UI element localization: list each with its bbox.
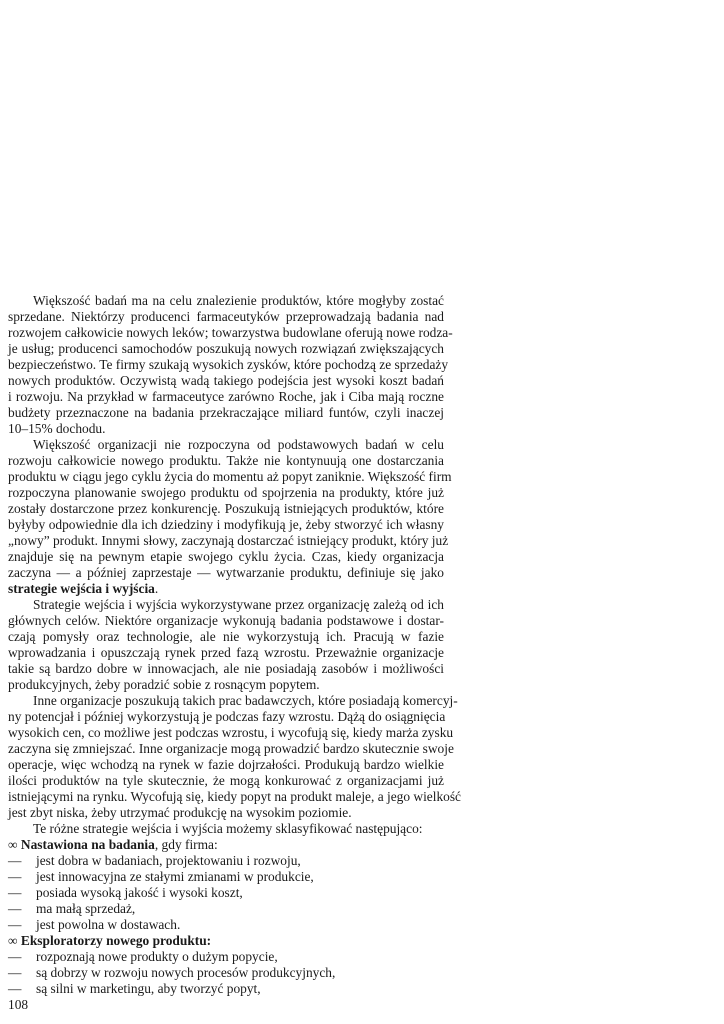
dash-marker: —	[8, 965, 22, 980]
text-line: sprzedane. Niektórzy producenci farmaceutyków przeprowadzają badania nad	[8, 309, 444, 324]
list-item-text: jest powolna w dostawach.	[36, 917, 181, 932]
text-line: zostały dostarczone przez konkurencję. Poszukują istniejących produktów, które	[8, 501, 444, 516]
dash-marker: —	[8, 853, 22, 868]
list-heading	[8, 837, 444, 853]
page-number: 108	[8, 997, 29, 1012]
text-line: operacje, więc wchodzą na rynek w fazie dojrzałości. Produkują bardzo wielkie	[8, 757, 444, 772]
list-item	[8, 965, 444, 981]
text-line: zaczyna się zmniejszać. Inne organizacje mogą prowadzić bardzo skutecznie swoje	[8, 741, 454, 756]
text-line: i rozwoju. Na przykład w farmaceutyce zarówno Roche, jak i Ciba mają roczne	[8, 389, 444, 404]
text-line: jest zbyt niska, żeby utrzymać produkcję na wysokim poziomie.	[8, 805, 352, 820]
text-line: znajduje się na pewnym etapie swojego cyklu życia. Czas, kiedy organizacja	[8, 549, 444, 564]
list-item	[8, 949, 444, 965]
text-line: czają pomysły oraz technologie, ale nie wykorzystują ich. Pracują w fazie	[8, 629, 444, 644]
text-line: głównych celów. Niektóre organizacje wykonują badania podstawowe i dostar-	[8, 613, 444, 628]
text-line: 10–15% dochodu.	[8, 421, 106, 436]
infinity-bullet-icon: ∞	[8, 933, 18, 948]
text-line: Większość badań ma na celu znalezienie produktów, które mogłyby zostać	[33, 293, 444, 308]
list-item-text: jest innowacyjna ze stałymi zmianami w produkcie,	[36, 869, 314, 884]
dash-marker: —	[8, 981, 22, 996]
list-heading-term: Eksploratorzy nowego produktu:	[20, 933, 212, 948]
text-line: produktu w ciągu jego cyklu życia do momentu aż popyt zaniknie. Większość firm	[8, 469, 452, 484]
text-line: nowych produktów. Oczywistą wadą takiego podejścia jest wysoki koszt badań	[8, 373, 444, 388]
list-item-text: ma małą sprzedaż,	[36, 901, 136, 916]
list-item	[8, 869, 444, 885]
list-item-text: jest dobra w badaniach, projektowaniu i rozwoju,	[36, 853, 301, 868]
text-line: zaczyna — a później zaprzestaje — wytwarzanie produktu, definiuje się jako	[8, 565, 444, 580]
text-line: rozwoju całkowicie nowego produktu. Także nie kontynuują one dostarczania	[8, 453, 444, 468]
text-line	[8, 581, 444, 597]
text-line: ny potencjał i później wykorzystują je podczas fazy wzrostu. Dążą do osiągnięcia	[8, 709, 446, 724]
dash-marker: —	[8, 869, 22, 884]
list-item	[8, 901, 444, 917]
list-heading-term: Nastawiona na badania	[20, 837, 155, 852]
text-line: ilości produktów na tyle skutecznie, że mogą konkurować z organizacjami już	[8, 773, 444, 788]
text-line: rozpoczyna planowanie swojego produktu od spojrzenia na produkty, które już	[8, 485, 444, 500]
list-item	[8, 853, 444, 869]
paragraph-5: Te różne strategie wejścia i wyjścia możemy sklasyfikować następująco:	[33, 821, 423, 836]
text-line: istniejącymi na rynku. Wycofują się, kiedy popyt na produkt maleje, a jego wielkość	[8, 789, 461, 804]
dash-marker: —	[8, 917, 22, 932]
text-line: wprowadzania i opuszczają rynek przed fazą wzrostu. Przeważnie organizacje	[8, 645, 444, 660]
list-item-text: są silni w marketingu, aby tworzyć popyt,	[36, 981, 261, 996]
text-line: budżety przeznaczone na badania przekraczające miliard funtów, czyli inaczej	[8, 405, 444, 420]
dash-marker: —	[8, 885, 22, 900]
dash-marker: —	[8, 901, 22, 916]
text-line: wysokich cen, co możliwe jest podczas wzrostu, i wycofują się, kiedy marża zysku	[8, 725, 454, 740]
emphasis-term: strategie wejścia i wyjścia	[8, 581, 155, 596]
text-fragment: .	[154, 581, 159, 596]
list-item-text: są dobrzy w rozwoju nowych procesów produkcyjnych,	[36, 965, 336, 980]
text-line: Strategie wejścia i wyjścia wykorzystywane przez organizację zależą od ich	[33, 597, 444, 612]
list-heading	[8, 933, 444, 949]
list-item	[8, 917, 444, 933]
list-heading-tail: , gdy firma:	[154, 837, 218, 852]
text-line: rozwojem całkowicie nowych leków; towarzystwa budowlane oferują nowe rodza-	[8, 325, 453, 340]
text-line: bezpieczeństwo. Te firmy szukają wysokich zysków, które pochodzą ze sprzedaży	[8, 357, 449, 372]
text-line: takie są bardzo dobre w innowacjach, ale nie posiadają zasobów i możliwości	[8, 661, 444, 676]
dash-marker: —	[8, 949, 22, 964]
infinity-bullet-icon: ∞	[8, 837, 18, 852]
text-line: „nowy” produkt. Innymi słowy, zaczynają dostarczać istniejący produkt, który już	[8, 533, 449, 548]
text-line: byłyby odpowiednie dla ich dziedziny i modyfikują je, żeby stworzyć ich własny	[8, 517, 444, 532]
list-item	[8, 885, 444, 901]
list-item-text: rozpoznają nowe produkty o dużym popycie,	[36, 949, 278, 964]
text-line: je usług; producenci samochodów poszukują nowych rozwiązań zwiększających	[8, 341, 444, 356]
text-line: Inne organizacje poszukują takich prac badawczych, które posiadają komercyj-	[33, 693, 458, 708]
text-line: Większość organizacji nie rozpoczyna od podstawowych badań w celu	[33, 437, 444, 452]
list-item-text: posiada wysoką jakość i wysoki koszt,	[36, 885, 243, 900]
list-item	[8, 981, 444, 997]
text-line: produkcyjnych, żeby poradzić sobie z rosnącym popytem.	[8, 677, 320, 692]
